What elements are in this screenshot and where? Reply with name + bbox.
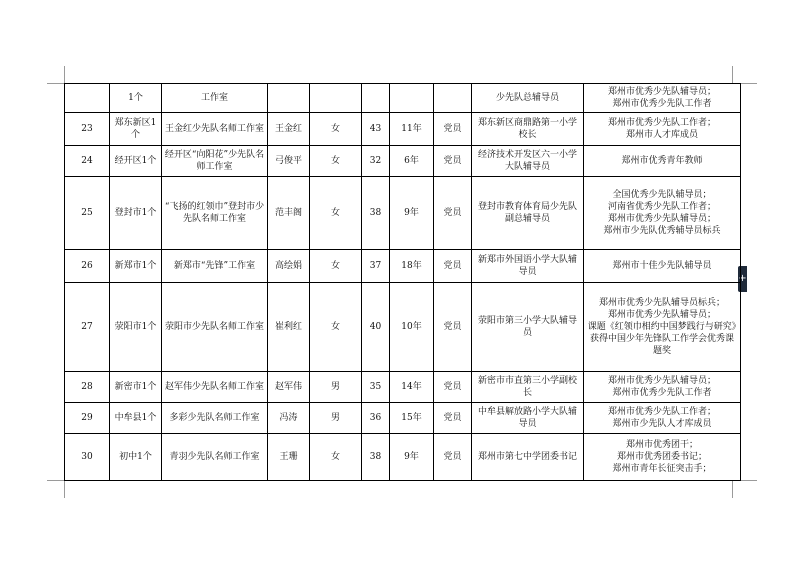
age-cell: 32 bbox=[362, 146, 390, 177]
leader-name-cell bbox=[268, 84, 310, 113]
leader-name-cell: 弓俊平 bbox=[268, 146, 310, 177]
honors-cell bbox=[584, 177, 741, 250]
political-status-cell: 党员 bbox=[434, 146, 472, 177]
political-status-cell: 党员 bbox=[434, 113, 472, 146]
honors-cell bbox=[584, 250, 741, 283]
age-cell: 43 bbox=[362, 113, 390, 146]
honor-line: 郑州市少先队人才库成员 bbox=[612, 419, 712, 429]
studio-name-cell: “飞扬的红领巾”登封市少先队名师工作室 bbox=[162, 177, 268, 250]
position-cell: 郑东新区商鼎路第一小学校长 bbox=[472, 113, 584, 146]
honor-line: 郑州市优秀少先队工作者 bbox=[612, 388, 712, 398]
leader-name-cell: 王珊 bbox=[268, 434, 310, 481]
crop-mark-bl-h bbox=[47, 480, 64, 481]
studio-name-cell: 赵军伟少先队名师工作室 bbox=[162, 372, 268, 403]
gender-cell: 女 bbox=[310, 283, 362, 372]
honors-cell bbox=[584, 283, 741, 372]
honors-cell bbox=[584, 113, 741, 146]
row-number-cell: 30 bbox=[65, 434, 110, 481]
position-cell: 中牟县解放路小学大队辅导员 bbox=[472, 403, 584, 434]
row-number-cell: 24 bbox=[65, 146, 110, 177]
studio-name-cell: 王金红少先队名师工作室 bbox=[162, 113, 268, 146]
honor-line: 郑州市优秀少先队工作者； bbox=[607, 407, 716, 417]
leader-name-cell: 冯涛 bbox=[268, 403, 310, 434]
crop-mark-tl-v bbox=[64, 66, 65, 83]
honors-cell bbox=[584, 372, 741, 403]
age-cell: 37 bbox=[362, 250, 390, 283]
gender-cell: 女 bbox=[310, 113, 362, 146]
honor-line: 河南省优秀少先队工作者； bbox=[607, 202, 716, 212]
crop-mark-br-v bbox=[732, 480, 733, 498]
honors-cell bbox=[584, 403, 741, 434]
region-cell: 郑东新区1个 bbox=[110, 113, 162, 146]
honors-cell bbox=[584, 84, 741, 113]
age-cell: 38 bbox=[362, 177, 390, 250]
honor-line: 课题《红领巾相约中国梦践行与研究》获得中国少年先锋队工作学会优秀课题奖 bbox=[587, 322, 737, 356]
row-number-cell: 28 bbox=[65, 372, 110, 403]
honor-line: 郑州市优秀青年教师 bbox=[621, 156, 703, 166]
studio-name-cell: 多彩少先队名师工作室 bbox=[162, 403, 268, 434]
age-cell: 38 bbox=[362, 434, 390, 481]
service-years-cell: 6年 bbox=[390, 146, 434, 177]
studio-name-cell: 荥阳市少先队名师工作室 bbox=[162, 283, 268, 372]
service-years-cell: 14年 bbox=[390, 372, 434, 403]
crop-mark-tr-h bbox=[740, 83, 757, 84]
table-row bbox=[65, 146, 741, 177]
honor-line: 郑州市优秀少先队辅导员； bbox=[607, 214, 716, 224]
table-row bbox=[65, 372, 741, 403]
gender-cell bbox=[310, 84, 362, 113]
honor-line: 郑州市青年长征突击手； bbox=[612, 464, 712, 474]
honor-line: 郑州市优秀少先队工作者； bbox=[607, 118, 716, 128]
honor-line: 郑州市十佳少先队辅导员 bbox=[612, 261, 712, 271]
crop-mark-tr-v bbox=[732, 66, 733, 83]
political-status-cell: 党员 bbox=[434, 372, 472, 403]
region-cell: 荥阳市1个 bbox=[110, 283, 162, 372]
age-cell bbox=[362, 84, 390, 113]
honor-line: 郑州市少先队优秀辅导员标兵 bbox=[603, 226, 721, 236]
studio-name-cell: 工作室 bbox=[162, 84, 268, 113]
service-years-cell: 9年 bbox=[390, 434, 434, 481]
honors-cell bbox=[584, 434, 741, 481]
political-status-cell: 党员 bbox=[434, 250, 472, 283]
position-cell: 新密市市直第三小学副校长 bbox=[472, 372, 584, 403]
table-row bbox=[65, 84, 741, 113]
political-status-cell: 党员 bbox=[434, 177, 472, 250]
crop-mark-bl-v bbox=[64, 480, 65, 498]
leader-name-cell: 高绘娟 bbox=[268, 250, 310, 283]
political-status-cell bbox=[434, 84, 472, 113]
honor-line: 郑州市优秀少先队工作者 bbox=[612, 99, 712, 109]
service-years-cell: 9年 bbox=[390, 177, 434, 250]
position-cell: 荥阳市第三小学大队辅导员 bbox=[472, 283, 584, 372]
gender-cell: 女 bbox=[310, 146, 362, 177]
position-cell: 郑州市第七中学团委书记 bbox=[472, 434, 584, 481]
gender-cell: 女 bbox=[310, 177, 362, 250]
studio-name-cell: 新郑市“先锋”工作室 bbox=[162, 250, 268, 283]
row-number-cell: 27 bbox=[65, 283, 110, 372]
honor-line: 郑州市优秀团干； bbox=[625, 440, 698, 450]
row-number-cell: 23 bbox=[65, 113, 110, 146]
crop-mark-tl-h bbox=[47, 83, 64, 84]
region-cell: 1个 bbox=[110, 84, 162, 113]
position-cell: 新郑市外国语小学大队辅导员 bbox=[472, 250, 584, 283]
region-cell: 登封市1个 bbox=[110, 177, 162, 250]
gender-cell: 男 bbox=[310, 372, 362, 403]
region-cell: 初中1个 bbox=[110, 434, 162, 481]
gender-cell: 男 bbox=[310, 403, 362, 434]
position-cell: 登封市教育体育局少先队副总辅导员 bbox=[472, 177, 584, 250]
service-years-cell: 18年 bbox=[390, 250, 434, 283]
leader-name-cell: 王金红 bbox=[268, 113, 310, 146]
honor-line: 郑州市优秀少先队辅导员； bbox=[607, 310, 716, 320]
side-panel-tab[interactable]: + bbox=[738, 266, 747, 292]
honor-line: 郑州市优秀少先队辅导员； bbox=[607, 87, 716, 97]
leader-name-cell: 崔利红 bbox=[268, 283, 310, 372]
honors-cell bbox=[584, 146, 741, 177]
service-years-cell: 15年 bbox=[390, 403, 434, 434]
table-row bbox=[65, 403, 741, 434]
gender-cell: 女 bbox=[310, 250, 362, 283]
studio-name-cell: 经开区“向阳花”少先队名师工作室 bbox=[162, 146, 268, 177]
table-row bbox=[65, 113, 741, 146]
region-cell: 经开区1个 bbox=[110, 146, 162, 177]
row-number-cell: 25 bbox=[65, 177, 110, 250]
table-row bbox=[65, 434, 741, 481]
region-cell: 中牟县1个 bbox=[110, 403, 162, 434]
honor-line: 全国优秀少先队辅导员； bbox=[612, 190, 712, 200]
honor-line: 郑州市优秀少先队辅导员； bbox=[607, 376, 716, 386]
honor-line: 郑州市人才库成员 bbox=[625, 130, 698, 140]
position-cell: 经济技术开发区六一小学大队辅导员 bbox=[472, 146, 584, 177]
service-years-cell bbox=[390, 84, 434, 113]
row-number-cell: 29 bbox=[65, 403, 110, 434]
leader-name-cell: 赵军伟 bbox=[268, 372, 310, 403]
row-number-cell: 26 bbox=[65, 250, 110, 283]
table-row bbox=[65, 250, 741, 283]
table-row bbox=[65, 283, 741, 372]
political-status-cell: 党员 bbox=[434, 283, 472, 372]
age-cell: 36 bbox=[362, 403, 390, 434]
crop-mark-br-h bbox=[740, 480, 757, 481]
table-row bbox=[65, 177, 741, 250]
service-years-cell: 10年 bbox=[390, 283, 434, 372]
row-number-cell bbox=[65, 84, 110, 113]
studio-name-cell: 青羽少先队名师工作室 bbox=[162, 434, 268, 481]
region-cell: 新郑市1个 bbox=[110, 250, 162, 283]
position-cell: 少先队总辅导员 bbox=[472, 84, 584, 113]
honor-line: 郑州市优秀团委书记； bbox=[616, 452, 707, 462]
political-status-cell: 党员 bbox=[434, 403, 472, 434]
leader-name-cell: 范丰阁 bbox=[268, 177, 310, 250]
studio-table bbox=[64, 83, 741, 481]
gender-cell: 女 bbox=[310, 434, 362, 481]
age-cell: 35 bbox=[362, 372, 390, 403]
honor-line: 郑州市优秀少先队辅导员标兵； bbox=[598, 298, 725, 308]
age-cell: 40 bbox=[362, 283, 390, 372]
region-cell: 新密市1个 bbox=[110, 372, 162, 403]
political-status-cell: 党员 bbox=[434, 434, 472, 481]
service-years-cell: 11年 bbox=[390, 113, 434, 146]
